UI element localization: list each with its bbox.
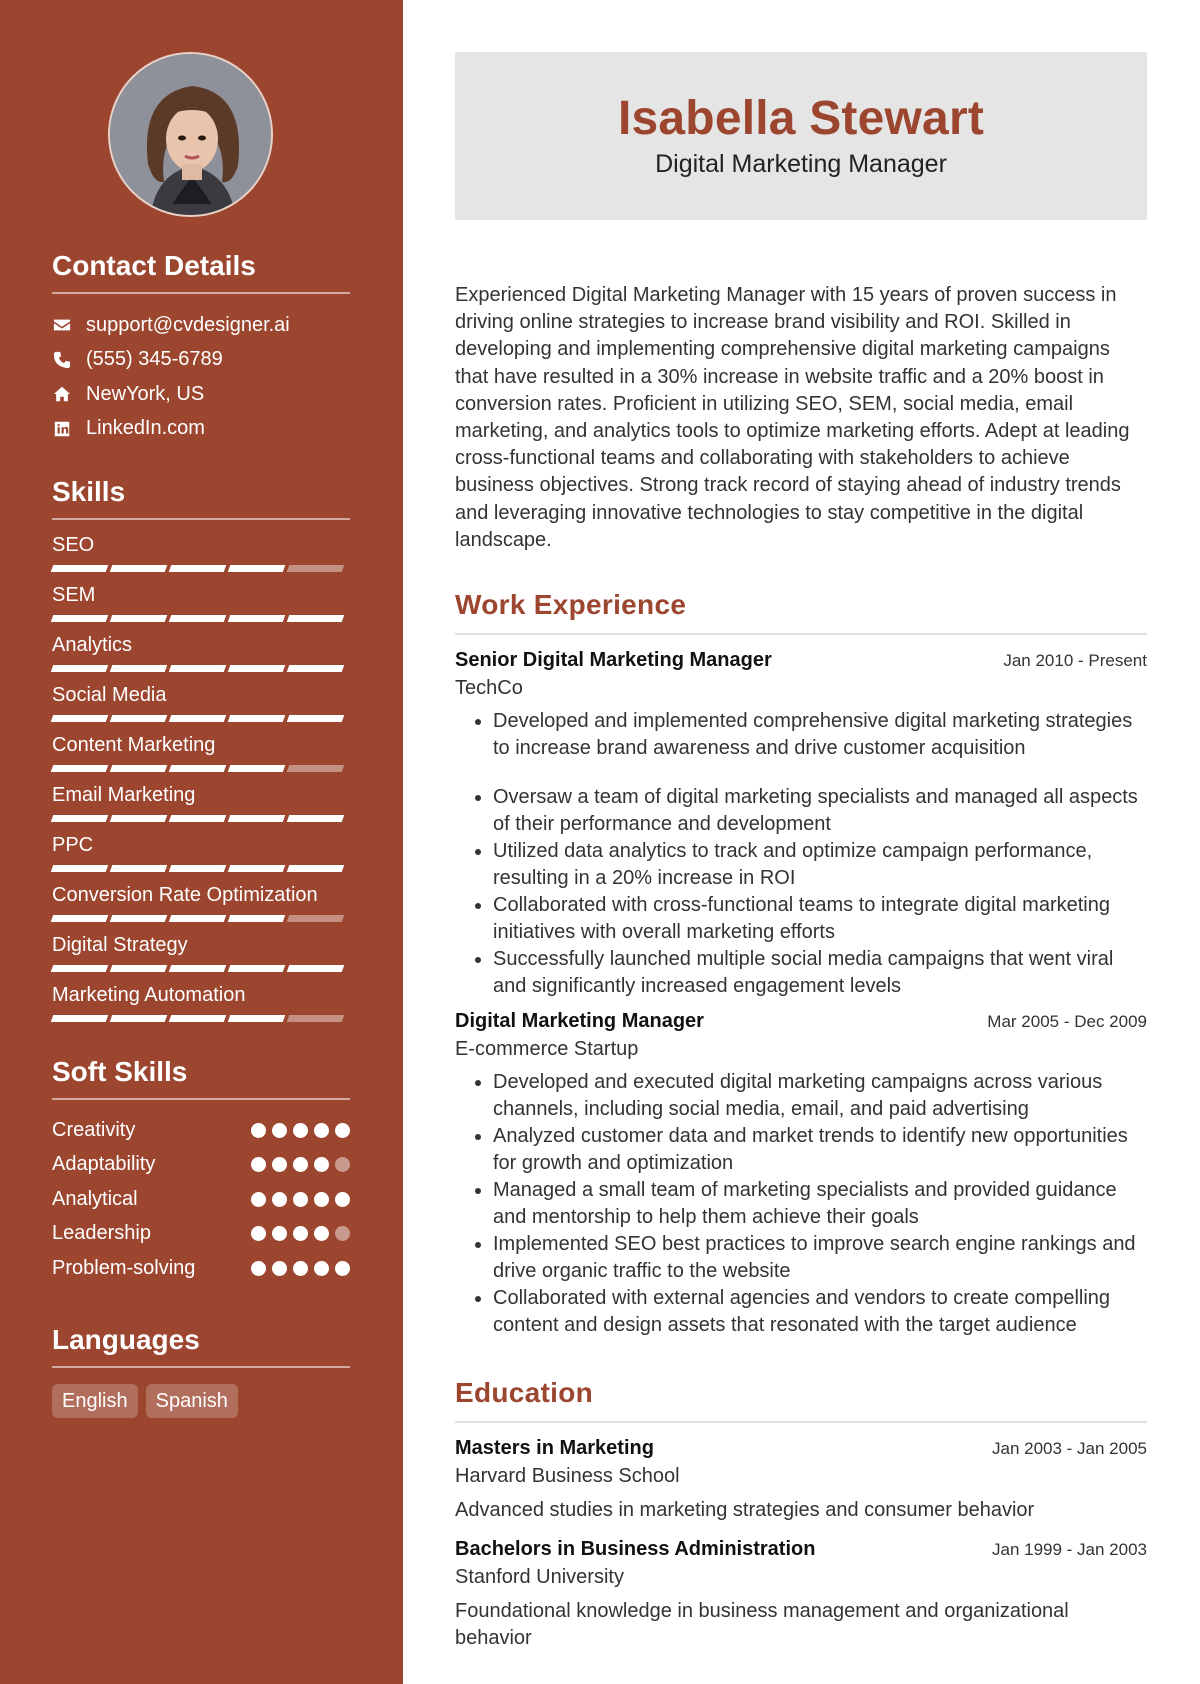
skill-level-segment	[287, 615, 345, 622]
rating-dot	[314, 1123, 329, 1138]
skill-name: Social Media	[52, 684, 167, 706]
skill-level-segment	[228, 965, 286, 972]
skill-level-segment	[110, 1015, 168, 1022]
education-entry	[455, 1538, 1147, 1652]
job-header	[455, 1010, 1147, 1033]
rating-dot	[335, 1226, 350, 1241]
skill-level-segment	[51, 915, 109, 922]
education-section	[455, 1377, 1147, 1652]
education-date: Jan 2003 - Jan 2005	[991, 1439, 1147, 1459]
contact-email[interactable]	[52, 308, 350, 343]
avatar	[108, 52, 273, 217]
skill-name: Analytics	[52, 634, 133, 656]
skill-item	[52, 982, 350, 1032]
skill-level-segment	[110, 665, 168, 672]
skill-level-bar	[52, 865, 347, 872]
job-company: TechCo	[455, 677, 523, 700]
skill-level-segment	[110, 615, 168, 622]
skill-level-segment	[287, 865, 345, 872]
skill-item	[52, 882, 350, 932]
rating-dot	[314, 1192, 329, 1207]
skill-level-bar	[52, 765, 347, 772]
work-heading: Work Experience	[455, 589, 1147, 635]
job-bullet: • Implemented SEO best practices to improve search engine rankings and drive organic traffic to the website	[493, 1231, 1147, 1285]
contact-linkedin-text: LinkedIn.com	[86, 417, 205, 440]
skill-item	[52, 532, 350, 582]
job-title: Senior Digital Marketing Manager	[455, 649, 772, 672]
job-header	[455, 649, 1147, 672]
job-bullet: • Oversaw a team of digital marketing specialists and managed all aspects of their performance and development	[493, 784, 1147, 838]
skill-level-segment	[287, 565, 345, 572]
rating-dot	[251, 1261, 266, 1276]
skill-level-segment	[110, 715, 168, 722]
skill-item	[52, 832, 350, 882]
skill-name: PPC	[52, 834, 94, 856]
rating-dot	[293, 1261, 308, 1276]
skill-level-segment	[169, 765, 227, 772]
job-date: Mar 2005 - Dec 2009	[987, 1012, 1147, 1032]
skill-item	[52, 582, 350, 632]
skill-item	[52, 632, 350, 682]
skill-item	[52, 782, 350, 832]
education-description: Foundational knowledge in business management and organizational behavior	[455, 1600, 1069, 1650]
language-tag: English	[52, 1384, 138, 1418]
sidebar	[0, 0, 403, 1684]
soft-skill-item	[52, 1148, 350, 1183]
skill-level-segment	[51, 1015, 109, 1022]
main-content	[455, 52, 1147, 1652]
education-date: Jan 1999 - Jan 2003	[991, 1540, 1147, 1560]
rating-dot	[335, 1192, 350, 1207]
soft-skill-rating	[245, 1261, 350, 1276]
skill-level-segment	[287, 1015, 345, 1022]
soft-skill-item	[52, 1182, 350, 1217]
skill-level-segment	[228, 765, 286, 772]
soft-skills-heading: Soft Skills	[52, 1056, 350, 1100]
skill-level-segment	[110, 865, 168, 872]
contact-email-text: support@cvdesigner.ai	[86, 313, 290, 336]
skill-level-segment	[51, 815, 109, 822]
skill-level-segment	[228, 915, 286, 922]
education-list	[455, 1437, 1147, 1652]
skill-level-segment	[228, 715, 286, 722]
skill-level-segment	[51, 765, 109, 772]
degree-title: Bachelors in Business Administration	[455, 1538, 816, 1561]
rating-dot	[251, 1192, 266, 1207]
skill-level-segment	[228, 565, 286, 572]
soft-skill-rating	[245, 1226, 350, 1241]
skill-level-segment	[228, 615, 286, 622]
job-bullets	[493, 708, 1147, 1000]
skill-level-segment	[228, 815, 286, 822]
skill-level-segment	[169, 715, 227, 722]
rating-dot	[335, 1157, 350, 1172]
rating-dot	[293, 1157, 308, 1172]
education-header	[455, 1538, 1147, 1561]
rating-dot	[293, 1226, 308, 1241]
skill-level-segment	[110, 565, 168, 572]
skill-name: Conversion Rate Optimization	[52, 884, 318, 906]
skill-level-segment	[228, 665, 286, 672]
skills-list	[52, 532, 350, 1032]
soft-skill-name: Leadership	[52, 1222, 151, 1245]
skill-level-segment	[51, 565, 109, 572]
job-date: Jan 2010 - Present	[1003, 651, 1147, 671]
contact-linkedin[interactable]	[52, 412, 350, 447]
job-title: Digital Marketing Manager	[455, 1010, 704, 1033]
skill-name: SEO	[52, 534, 95, 556]
contact-heading: Contact Details	[52, 250, 350, 294]
languages-heading: Languages	[52, 1324, 350, 1368]
rating-dot	[251, 1157, 266, 1172]
soft-skill-rating	[245, 1123, 350, 1138]
skill-level-bar	[52, 665, 347, 672]
soft-skills-list	[52, 1113, 350, 1286]
job-company: E-commerce Startup	[455, 1038, 639, 1061]
skill-name: Digital Strategy	[52, 934, 188, 956]
contact-list	[52, 308, 350, 446]
contact-phone-text: (555) 345-6789	[86, 348, 223, 371]
rating-dot	[251, 1123, 266, 1138]
rating-dot	[335, 1261, 350, 1276]
skill-level-segment	[51, 965, 109, 972]
skill-level-segment	[169, 965, 227, 972]
skill-level-segment	[287, 915, 345, 922]
phone-icon	[52, 350, 72, 370]
education-description: Advanced studies in marketing strategies and consumer behavior	[455, 1499, 1035, 1522]
skill-level-segment	[51, 665, 109, 672]
soft-skill-name: Adaptability	[52, 1153, 156, 1176]
job-bullet: • Successfully launched multiple social media campaigns that went viral and significantly increased engagement levels	[493, 946, 1147, 1000]
rating-dot	[251, 1226, 266, 1241]
degree-title: Masters in Marketing	[455, 1437, 654, 1460]
skill-level-segment	[169, 915, 227, 922]
rating-dot	[272, 1157, 287, 1172]
soft-skill-item	[52, 1113, 350, 1148]
school-name: Stanford University	[455, 1566, 624, 1589]
school-name: Harvard Business School	[455, 1465, 680, 1488]
envelope-icon	[52, 315, 72, 335]
rating-dot	[293, 1123, 308, 1138]
skill-item	[52, 682, 350, 732]
job-bullet: • Developed and executed digital marketing campaigns across various channels, including social media, email, and paid advertising	[493, 1069, 1147, 1123]
skill-level-segment	[287, 765, 345, 772]
profile-summary: Experienced Digital Marketing Manager with 15 years of proven success in driving online strategies to increase brand visibility and ROI. Skilled in developing and implementing comprehensive digital marketing campaigns that have resulted in a 30% increase in website traffic and a 20% boost in conversion rates. Proficient in utilizing SEO, SEM, social media, email marketing, and analytics tools to optimize marketing efforts. Adept at leading cross-functional teams and collaborating with stakeholders to achieve business objectives. Strong track record of staying ahead of industry trends and leveraging innovative technologies to stay competitive in the digital landscape.	[455, 284, 1130, 551]
skill-level-bar	[52, 1015, 347, 1022]
soft-skill-item	[52, 1217, 350, 1252]
work-section	[455, 589, 1147, 1339]
skill-level-segment	[228, 865, 286, 872]
skill-level-segment	[110, 765, 168, 772]
skill-level-bar	[52, 815, 347, 822]
job-bullets	[493, 1069, 1147, 1339]
skill-level-segment	[51, 715, 109, 722]
job-entry	[455, 649, 1147, 1000]
job-entry	[455, 1010, 1147, 1339]
skill-name: Email Marketing	[52, 784, 196, 806]
skill-level-bar	[52, 715, 347, 722]
soft-skill-name: Analytical	[52, 1187, 138, 1210]
education-heading: Education	[455, 1377, 1147, 1423]
rating-dot	[335, 1123, 350, 1138]
soft-skill-rating	[245, 1192, 350, 1207]
skill-level-segment	[169, 1015, 227, 1022]
skill-name: SEM	[52, 584, 96, 606]
rating-dot	[314, 1226, 329, 1241]
skill-level-segment	[110, 965, 168, 972]
job-bullet: • Collaborated with cross-functional teams to integrate digital marketing initiatives with overall marketing efforts	[493, 892, 1147, 946]
skill-name: Content Marketing	[52, 734, 216, 756]
rating-dot	[272, 1123, 287, 1138]
rating-dot	[314, 1157, 329, 1172]
contact-phone[interactable]	[52, 343, 350, 378]
rating-dot	[272, 1261, 287, 1276]
home-icon	[52, 384, 72, 404]
contact-location-text: NewYork, US	[86, 382, 205, 405]
soft-skill-name: Problem-solving	[52, 1256, 196, 1279]
skill-level-segment	[287, 715, 345, 722]
job-bullet: • Managed a small team of marketing specialists and provided guidance and mentorship to help them achieve their goals	[493, 1177, 1147, 1231]
skill-level-segment	[51, 615, 109, 622]
skills-heading: Skills	[52, 476, 350, 520]
contact-location	[52, 377, 350, 412]
skill-item	[52, 932, 350, 982]
skill-level-segment	[51, 865, 109, 872]
education-entry	[455, 1437, 1147, 1524]
job-bullet: • Utilized data analytics to track and optimize campaign performance, resulting in a 20% increase in ROI	[493, 838, 1147, 892]
skill-level-segment	[110, 815, 168, 822]
skill-level-bar	[52, 615, 347, 622]
education-header	[455, 1437, 1147, 1460]
skill-level-segment	[287, 965, 345, 972]
skill-level-segment	[169, 665, 227, 672]
skill-level-segment	[169, 865, 227, 872]
jobs-list	[455, 649, 1147, 1339]
soft-skill-item	[52, 1251, 350, 1286]
job-bullet: • Developed and implemented comprehensive digital marketing strategies to increase brand awareness and drive customer acquisition	[493, 708, 1147, 762]
job-bullet: • Collaborated with external agencies and vendors to create compelling content and design assets that resonated with the target audience	[493, 1285, 1147, 1339]
skill-level-segment	[287, 665, 345, 672]
skill-item	[52, 732, 350, 782]
rating-dot	[314, 1261, 329, 1276]
linkedin-icon	[52, 419, 72, 439]
job-bullet: • Analyzed customer data and market trends to identify new opportunities for growth and optimization	[493, 1123, 1147, 1177]
rating-dot	[272, 1192, 287, 1207]
skill-level-segment	[228, 1015, 286, 1022]
skill-level-bar	[52, 915, 347, 922]
skill-level-segment	[110, 915, 168, 922]
skill-level-bar	[52, 565, 347, 572]
rating-dot	[272, 1226, 287, 1241]
profile-photo	[110, 54, 273, 217]
skill-level-segment	[169, 565, 227, 572]
name-header	[455, 52, 1147, 220]
language-tag: Spanish	[146, 1384, 238, 1418]
skill-level-bar	[52, 965, 347, 972]
soft-skill-rating	[245, 1157, 350, 1172]
person-title: Digital Marketing Manager	[655, 150, 947, 178]
skill-level-segment	[169, 615, 227, 622]
rating-dot	[293, 1192, 308, 1207]
skill-level-segment	[169, 815, 227, 822]
languages-list	[52, 1384, 350, 1418]
skill-level-segment	[287, 815, 345, 822]
person-name: Isabella Stewart	[617, 92, 985, 145]
skill-name: Marketing Automation	[52, 984, 246, 1006]
soft-skill-name: Creativity	[52, 1118, 136, 1141]
